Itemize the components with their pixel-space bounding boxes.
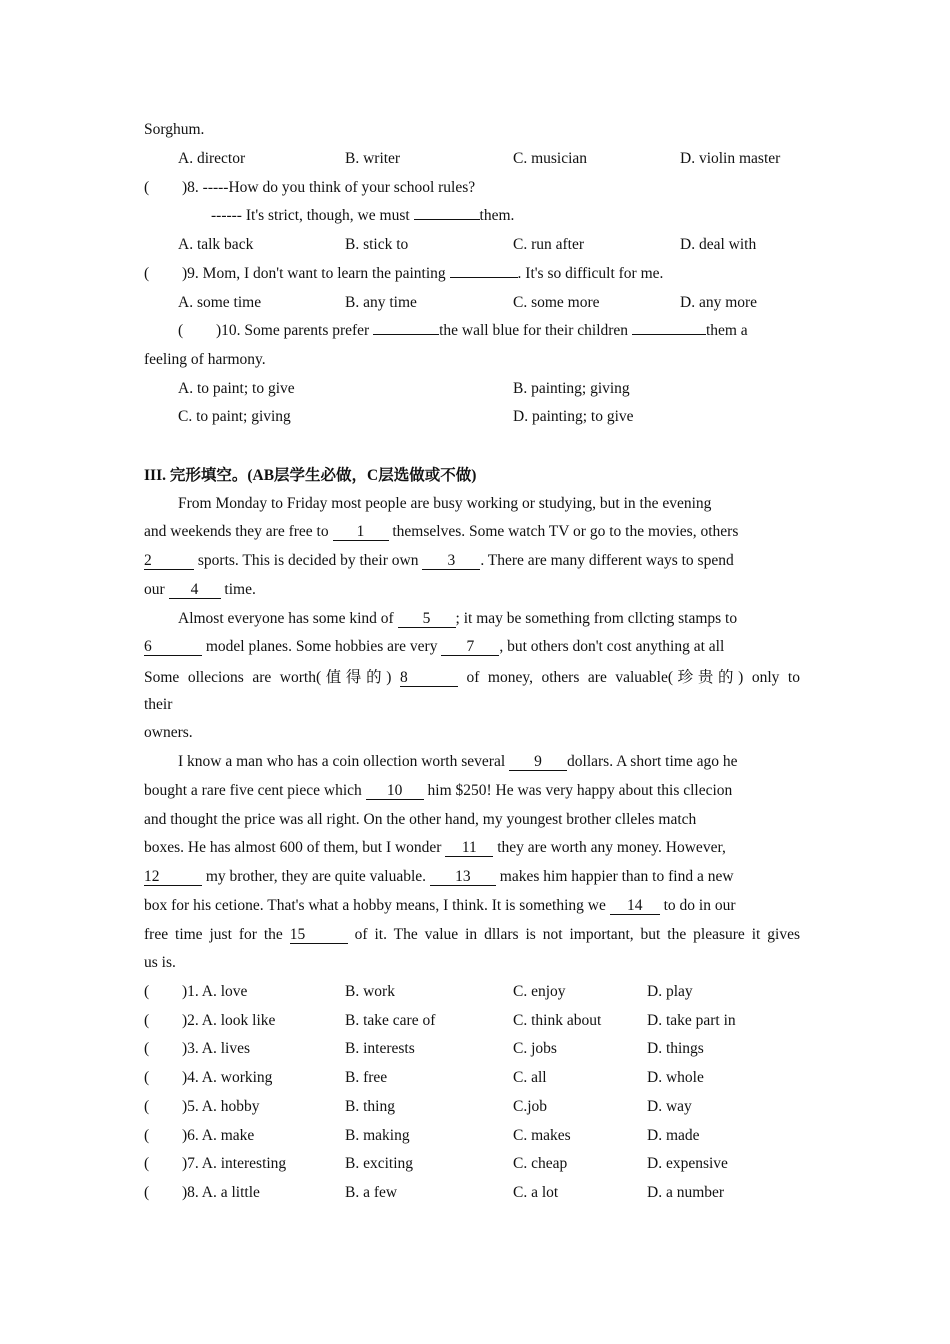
- passage-line: free time just for the 15 of it. The value in dllars is not important, but the pleasure it gives: [144, 926, 800, 943]
- cloze-blank-6[interactable]: 6: [144, 639, 202, 656]
- answer-blank[interactable]: [450, 277, 518, 278]
- choice-paren: (: [144, 1069, 150, 1086]
- q10-option-d: D. painting; to give: [513, 408, 634, 425]
- passage-line: 2 sports. This is decided by their own 3 . There are many different ways to spend: [144, 552, 734, 569]
- q8-option-a: A. talk back: [178, 236, 254, 253]
- passage-line: Almost everyone has some kind of 5 ; it may be something from cllcting stamps to: [178, 610, 738, 627]
- choice-8-a: )8. A. a little: [182, 1184, 260, 1201]
- choice-7-d: D. expensive: [647, 1155, 728, 1172]
- choice-paren: (: [144, 1184, 150, 1201]
- q8-question: )8. -----How do you think of your school rules?: [182, 179, 476, 196]
- q9-question: )9. Mom, I don't want to learn the painting . It's so difficult for me.: [182, 265, 664, 282]
- passage-line: us is.: [144, 954, 176, 971]
- q9-paren: (: [144, 265, 150, 282]
- q9-option-b: B. any time: [345, 294, 417, 311]
- answer-blank[interactable]: [632, 334, 706, 335]
- choice-5-a: )5. A. hobby: [182, 1098, 260, 1115]
- cloze-blank-3[interactable]: 3: [422, 553, 480, 570]
- cloze-blank-8[interactable]: 8: [400, 670, 458, 687]
- choice-2-d: D. take part in: [647, 1012, 736, 1029]
- passage-line: and thought the price was all right. On the other hand, my youngest brother clleles match: [144, 811, 697, 828]
- q8-option-c: C. run after: [513, 236, 585, 253]
- answer-blank[interactable]: [414, 219, 480, 220]
- passage-line: owners.: [144, 724, 193, 741]
- q7-option-a: A. director: [178, 150, 246, 167]
- choice-2-b: B. take care of: [345, 1012, 436, 1029]
- choice-3-c: C. jobs: [513, 1040, 557, 1057]
- choice-3-d: D. things: [647, 1040, 704, 1057]
- q10-paren: (: [178, 322, 184, 339]
- choice-8-d: D. a number: [647, 1184, 725, 1201]
- passage-line: their: [144, 696, 173, 713]
- passage-line: box for his cetione. That's what a hobby means, I think. It is something we 14 to do in our: [144, 897, 736, 914]
- q7-option-d: D. violin master: [680, 150, 781, 167]
- choice-5-b: B. thing: [345, 1098, 395, 1115]
- passage-line: I know a man who has a coin ollection worth several 9 dollars. A short time ago he: [178, 753, 738, 770]
- q7-option-c: C. musician: [513, 150, 588, 167]
- choice-1-d: D. play: [647, 983, 693, 1000]
- choice-7-a: )7. A. interesting: [182, 1155, 287, 1172]
- q7-tail: Sorghum.: [144, 121, 205, 138]
- choice-3-b: B. interests: [345, 1040, 415, 1057]
- cloze-blank-5[interactable]: 5: [398, 611, 456, 628]
- choice-1-c: C. enjoy: [513, 983, 566, 1000]
- cloze-blank-11[interactable]: 11: [445, 840, 493, 857]
- q10-option-a: A. to paint; to give: [178, 380, 295, 397]
- choice-7-b: B. exciting: [345, 1155, 414, 1172]
- choice-4-b: B. free: [345, 1069, 388, 1086]
- choice-1-a: )1. A. love: [182, 983, 248, 1000]
- choice-8-b: B. a few: [345, 1184, 398, 1201]
- cloze-blank-10[interactable]: 10: [366, 783, 424, 800]
- cloze-blank-7[interactable]: 7: [441, 639, 499, 656]
- q8-reply: ------ It's strict, though, we must them.: [211, 207, 515, 224]
- choice-6-d: D. made: [647, 1127, 700, 1144]
- cloze-blank-4[interactable]: 4: [169, 582, 221, 599]
- passage-line: 6 model planes. Some hobbies are very 7 , but others don't cost anything at all: [144, 638, 725, 655]
- choice-4-a: )4. A. working: [182, 1069, 273, 1086]
- choice-4-c: C. all: [513, 1069, 547, 1086]
- q8-paren: (: [144, 179, 150, 196]
- cloze-blank-15[interactable]: 15: [290, 927, 348, 944]
- choice-paren: (: [144, 1040, 150, 1057]
- q9-option-a: A. some time: [178, 294, 262, 311]
- choice-7-c: C. cheap: [513, 1155, 568, 1172]
- choice-paren: (: [144, 1012, 150, 1029]
- q10-option-c: C. to paint; giving: [178, 408, 291, 425]
- section-title: III. 完形填空。(AB层学生必做，C层选做或不做): [144, 467, 477, 484]
- passage-line: Some ollecions are worth(值得的) 8 of money, others are valuable(珍贵的) only to: [144, 669, 800, 686]
- q7-option-b: B. writer: [345, 150, 401, 167]
- choice-4-d: D. whole: [647, 1069, 704, 1086]
- cloze-blank-13[interactable]: 13: [430, 869, 496, 886]
- cloze-blank-9[interactable]: 9: [509, 754, 567, 771]
- choice-paren: (: [144, 1098, 150, 1115]
- passage-line: and weekends they are free to 1 themselves. Some watch TV or go to the movies, others: [144, 523, 739, 540]
- q10-question: )10. Some parents prefer the wall blue for their children them a: [216, 322, 748, 339]
- q10-line2: feeling of harmony.: [144, 351, 266, 368]
- passage-line: From Monday to Friday most people are busy working or studying, but in the evening: [178, 495, 712, 512]
- choice-paren: (: [144, 1127, 150, 1144]
- choice-8-c: C. a lot: [513, 1184, 559, 1201]
- choice-5-c: C.job: [513, 1098, 548, 1115]
- choice-2-a: )2. A. look like: [182, 1012, 276, 1029]
- q8-option-d: D. deal with: [680, 236, 757, 253]
- q9-option-d: D. any more: [680, 294, 758, 311]
- choice-3-a: )3. A. lives: [182, 1040, 251, 1057]
- choice-6-c: C. makes: [513, 1127, 571, 1144]
- choice-1-b: B. work: [345, 983, 395, 1000]
- cloze-blank-2[interactable]: 2: [144, 553, 194, 570]
- choice-2-c: C. think about: [513, 1012, 602, 1029]
- q10-option-b: B. painting; giving: [513, 380, 630, 397]
- cloze-blank-14[interactable]: 14: [610, 898, 660, 915]
- passage-line: boxes. He has almost 600 of them, but I wonder 11 they are worth any money. However,: [144, 839, 726, 856]
- choice-paren: (: [144, 1155, 150, 1172]
- cloze-blank-1[interactable]: 1: [333, 524, 389, 541]
- answer-blank[interactable]: [373, 334, 439, 335]
- passage-line: 12 my brother, they are quite valuable. 13 makes him happier than to find a new: [144, 868, 734, 885]
- choice-paren: (: [144, 983, 150, 1000]
- q9-option-c: C. some more: [513, 294, 600, 311]
- choice-6-a: )6. A. make: [182, 1127, 255, 1144]
- choice-5-d: D. way: [647, 1098, 692, 1115]
- cloze-blank-12[interactable]: 12: [144, 869, 202, 886]
- choice-6-b: B. making: [345, 1127, 410, 1144]
- passage-line: bought a rare five cent piece which 10 him $250! He was very happy about this cllecion: [144, 782, 733, 799]
- q8-option-b: B. stick to: [345, 236, 409, 253]
- passage-line: our 4 time.: [144, 581, 256, 598]
